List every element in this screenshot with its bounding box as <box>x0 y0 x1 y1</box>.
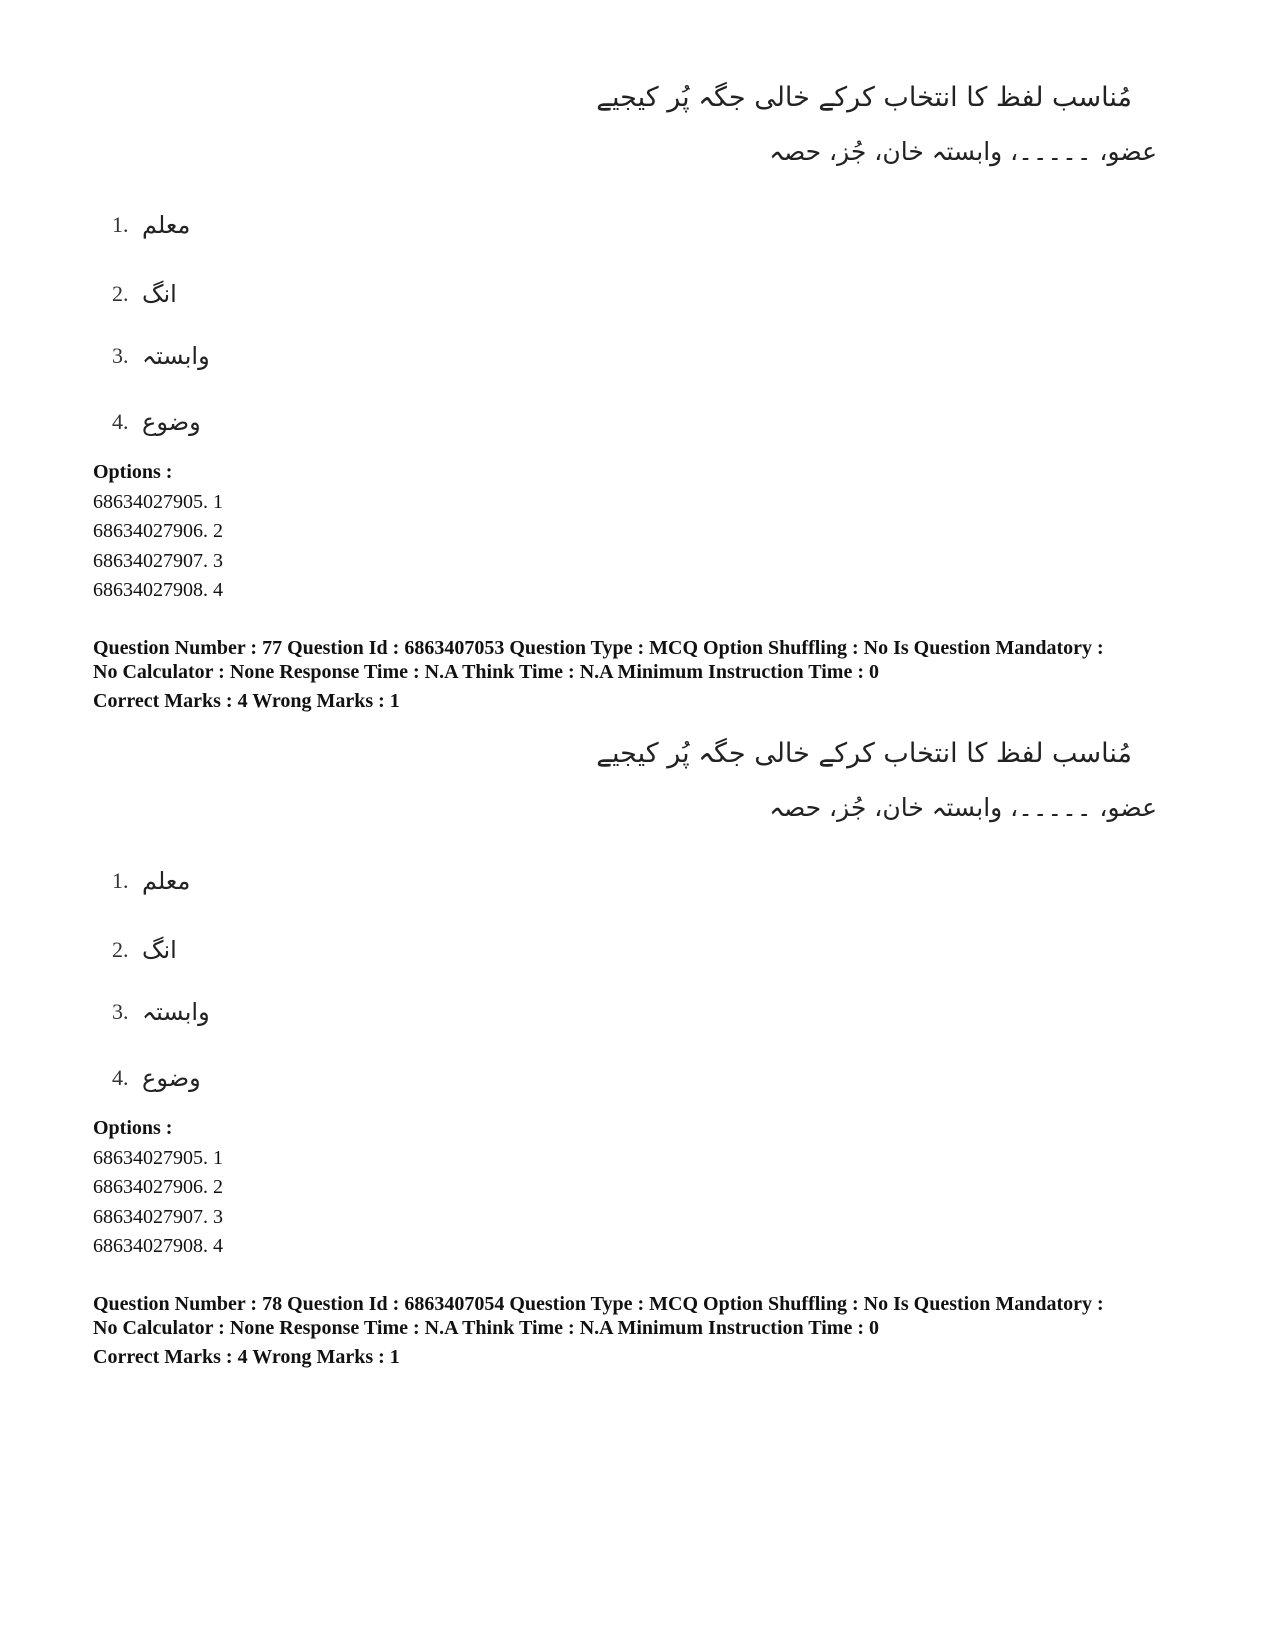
options-list <box>93 1114 223 1262</box>
choice-word: وابستہ <box>142 342 210 370</box>
question-text-urdu-line1: مُناسب لفظ کا انتخاب کرکے خالی جگہ پُر کیجیے <box>596 82 1132 113</box>
question-text-urdu-line2: عضو، ۔۔۔۔۔، وابستہ خان، جُز، حصہ <box>769 137 1157 166</box>
choice-word: انگ <box>142 936 177 964</box>
choice-word: وابستہ <box>142 998 210 1026</box>
question-marks: Correct Marks : 4 Wrong Marks : 1 <box>93 1346 400 1368</box>
option-id: 68634027905. 1 <box>93 490 223 513</box>
choice-word: وضوع <box>142 408 201 436</box>
answer-choice <box>112 336 210 376</box>
question-text-urdu-line1: مُناسب لفظ کا انتخاب کرکے خالی جگہ پُر کیجیے <box>596 738 1132 769</box>
question-meta-line2: No Calculator : None Response Time : N.A Think Time : N.A Minimum Instruction Time : 0 <box>93 1317 879 1339</box>
choice-number: 3. <box>112 999 129 1024</box>
choice-number: 1. <box>112 868 129 893</box>
answer-choice <box>112 205 190 245</box>
answer-choice <box>112 402 201 442</box>
choice-number: 4. <box>112 1065 129 1090</box>
option-id: 68634027906. 2 <box>93 1176 223 1198</box>
options-label: Options : <box>93 461 173 483</box>
options-label: Options : <box>93 1117 173 1139</box>
question-meta <box>93 636 1188 713</box>
choice-word: معلم <box>142 211 191 239</box>
answer-choice <box>112 861 190 901</box>
answer-choice <box>112 1058 201 1098</box>
question-text-urdu-line2: عضو، ۔۔۔۔۔، وابستہ خان، جُز، حصہ <box>769 793 1157 822</box>
answer-choice <box>112 992 210 1032</box>
option-id: 68634027908. 4 <box>93 579 223 601</box>
options-list <box>93 458 223 606</box>
question-meta-line1: Question Number : 78 Question Id : 6863407054 Question Type : MCQ Option Shuffling : No Is Question Mandatory : <box>93 1293 1104 1315</box>
option-id: 68634027907. 3 <box>93 549 223 572</box>
choice-number: 3. <box>112 343 129 368</box>
choice-word: وضوع <box>142 1064 201 1092</box>
question-meta <box>93 1292 1188 1369</box>
question-marks: Correct Marks : 4 Wrong Marks : 1 <box>93 690 400 712</box>
answer-choice <box>112 274 177 314</box>
choice-number: 1. <box>112 212 129 237</box>
question-meta-line2: No Calculator : None Response Time : N.A Think Time : N.A Minimum Instruction Time : 0 <box>93 661 879 683</box>
choice-word: انگ <box>142 280 177 308</box>
choice-word: معلم <box>142 867 191 895</box>
answer-choice <box>112 930 177 970</box>
option-id: 68634027908. 4 <box>93 1235 223 1257</box>
question-meta-line1: Question Number : 77 Question Id : 6863407053 Question Type : MCQ Option Shuffling : No Is Question Mandatory : <box>93 637 1104 659</box>
choice-number: 2. <box>112 937 129 962</box>
option-id: 68634027905. 1 <box>93 1146 223 1169</box>
choice-number: 4. <box>112 409 129 434</box>
option-id: 68634027906. 2 <box>93 520 223 542</box>
choice-number: 2. <box>112 281 129 306</box>
option-id: 68634027907. 3 <box>93 1205 223 1228</box>
